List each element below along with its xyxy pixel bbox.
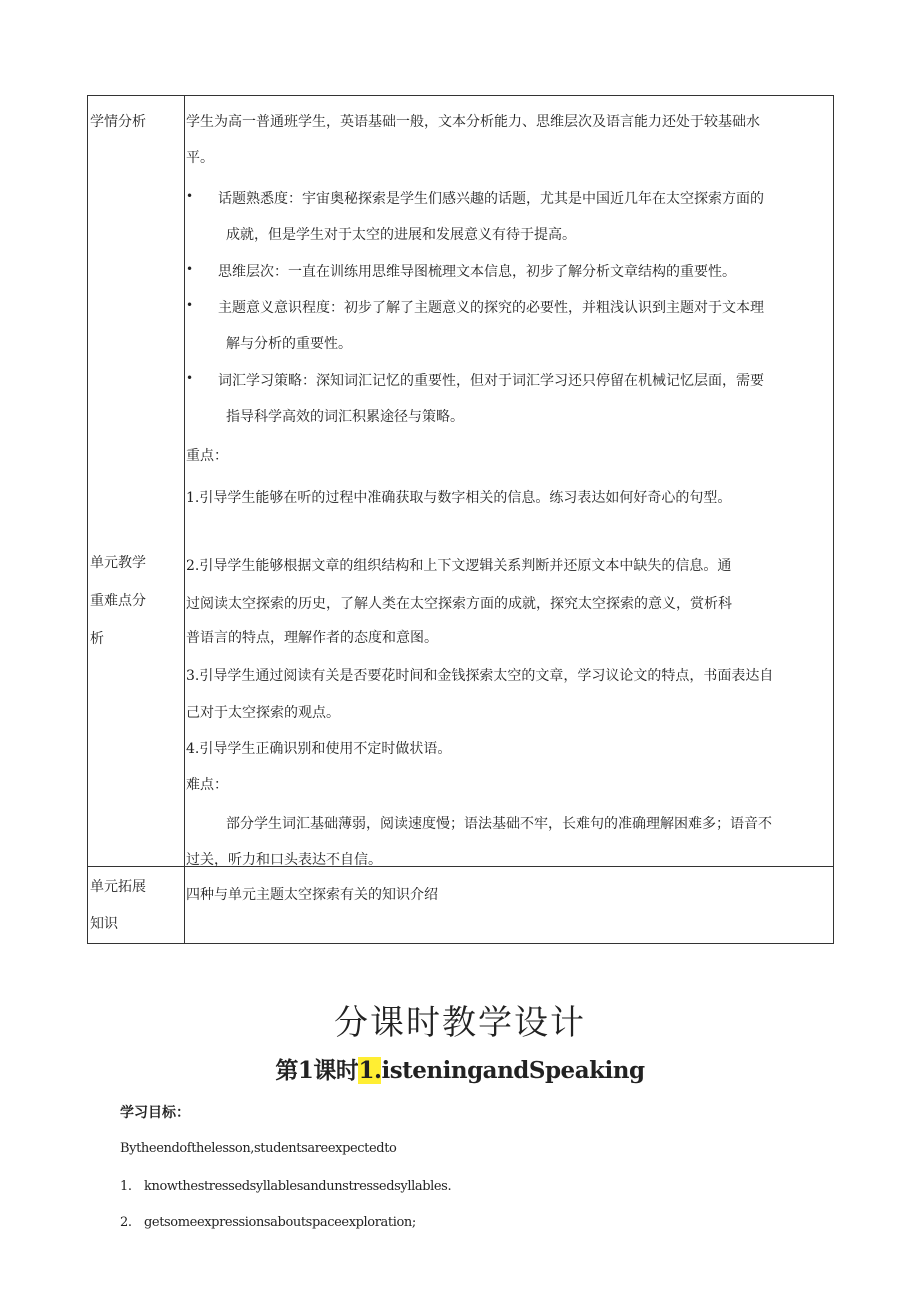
intro-line-2: 平。	[186, 150, 214, 166]
bullet-icon: •	[186, 262, 194, 276]
row-label-extension-2: 知识	[90, 916, 118, 932]
bullet-icon: •	[186, 189, 194, 203]
key-point-1: 1.引导学生能够在听的过程中准确获取与数字相关的信息。练习表达如何好奇心的句型。	[186, 490, 732, 506]
key-point-2-line-2: 过阅读太空探索的历史，了解人类在太空探索方面的成就，探究太空探索的意义，赏析科	[186, 596, 732, 612]
key-point-4: 4.引导学生正确识别和使用不定时做状语。	[186, 741, 452, 757]
content-cell-extension	[184, 867, 833, 944]
extension-text: 四种与单元主题太空探索有关的知识介绍	[186, 887, 438, 903]
row-label-key-difficult-1: 单元教学	[90, 555, 146, 571]
difficulty-line-2: 过关，听力和口头表达不自信。	[186, 852, 382, 868]
key-points-title: 重点：	[186, 448, 228, 464]
difficulty-line-1: 部分学生词汇基础薄弱，阅读速度慢；语法基础不牢，长难句的准确理解困难多；语音不	[226, 816, 772, 832]
goal-item-2: getsomeexpressionsaboutspaceexploration;	[144, 1215, 416, 1230]
intro-line-1: 学生为高一普通班学生，英语基础一般，文本分析能力、思维层次及语言能力还处于较基础水	[186, 114, 760, 130]
row-label-student-analysis: 学情分析	[90, 114, 146, 130]
bullet-1-line-1: 话题熟悉度：宇宙奥秘探索是学生们感兴趣的话题，尤其是中国近几年在太空探索方面的	[218, 191, 764, 207]
bullet-3-line-2: 解与分析的重要性。	[226, 336, 352, 352]
goals-intro: Bytheendofthelesson,studentsareexpectedto	[120, 1141, 397, 1156]
goal-number: 1.	[120, 1179, 132, 1194]
bullet-icon: •	[186, 298, 194, 312]
difficulty-title: 难点：	[186, 777, 228, 793]
subtitle-prefix: 第1课时	[275, 1057, 359, 1084]
bullet-3-line-1: 主题意义意识程度：初步了解了主题意义的探究的必要性，并粗浅认识到主题对于文本理	[218, 300, 764, 316]
bullet-4-line-1: 词汇学习策略：深知词汇记忆的重要性，但对于词汇学习还只停留在机械记忆层面，需要	[218, 373, 764, 389]
bullet-2-line-1: 思维层次：一直在训练用思维导图梳理文本信息，初步了解分析文章结构的重要性。	[218, 264, 736, 280]
row-label-key-difficult-3: 析	[90, 631, 104, 647]
label-cell-student-analysis	[88, 96, 185, 867]
subtitle-highlight: 1.	[358, 1057, 382, 1084]
row-label-key-difficult-2: 重难点分	[90, 593, 146, 609]
bullet-icon: •	[186, 371, 194, 385]
page-title: 分课时教学设计	[334, 1003, 586, 1043]
goal-number: 2.	[120, 1215, 132, 1230]
table-row	[88, 867, 834, 944]
bullet-4-line-2: 指导科学高效的词汇积累途径与策略。	[226, 409, 464, 425]
goals-label: 学习目标：	[120, 1105, 190, 1121]
bullet-1-line-2: 成就，但是学生对于太空的进展和发展意义有待于提高。	[226, 227, 576, 243]
key-point-2-line-1: 2.引导学生能够根据文章的组织结构和上下文逻辑关系判断并还原文本中缺失的信息。通	[186, 558, 732, 574]
lesson-subtitle	[0, 1052, 920, 1085]
goal-item-1: knowthestressedsyllablesandunstressedsyllables.	[144, 1179, 452, 1194]
subtitle-rest: isteningandSpeaking	[381, 1057, 645, 1084]
key-point-3-line-2: 己对于太空探索的观点。	[186, 705, 340, 721]
row-label-extension-1: 单元拓展	[90, 879, 146, 895]
key-point-3-line-1: 3.引导学生通过阅读有关是否要花时间和金钱探索太空的文章，学习议论文的特点，书面表达自	[186, 668, 774, 684]
key-point-2-line-3: 普语言的特点，理解作者的态度和意图。	[186, 630, 438, 646]
